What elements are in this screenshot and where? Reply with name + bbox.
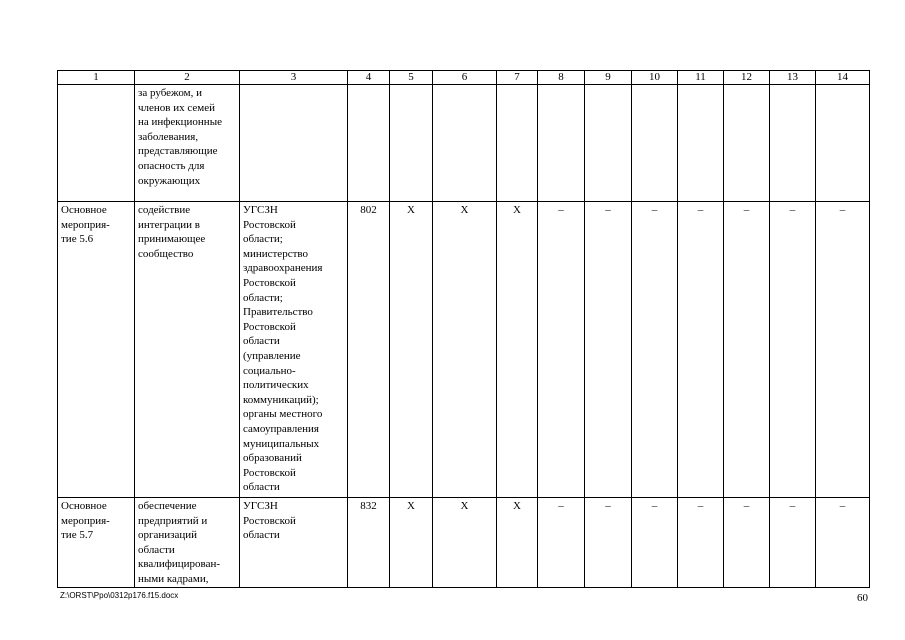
event-name-cell: [58, 85, 135, 202]
table-cell: –: [632, 202, 678, 498]
table-cell: –: [585, 498, 632, 588]
header-cell: 8: [538, 71, 585, 85]
header-cell: 7: [497, 71, 538, 85]
event-name-cell: Основное мероприя- тие 5.7: [58, 498, 135, 588]
event-name-cell: Основное мероприя- тие 5.6: [58, 202, 135, 498]
table-cell: –: [538, 202, 585, 498]
table-cell: [585, 85, 632, 202]
executor-cell: [240, 85, 348, 202]
table-cell: –: [724, 498, 770, 588]
description-cell: обеспечение предприятий и организаций области квалифицирован- ными кадрами,: [135, 498, 240, 588]
header-cell: 3: [240, 71, 348, 85]
table-cell: 802: [348, 202, 390, 498]
executor-cell: УГСЗН Ростовской области: [240, 498, 348, 588]
table-cell: –: [585, 202, 632, 498]
table-cell: [390, 85, 433, 202]
header-cell: 12: [724, 71, 770, 85]
header-cell: 2: [135, 71, 240, 85]
header-cell: 13: [770, 71, 816, 85]
header-row: [58, 71, 870, 85]
table-cell: [538, 85, 585, 202]
table-cell: –: [632, 498, 678, 588]
header-cell: 9: [585, 71, 632, 85]
table-cell: Х: [433, 202, 497, 498]
table-cell: [816, 85, 870, 202]
executor-cell: УГСЗН Ростовской области; министерство здравоохранения Ростовской области; Правительство Ростовской области (управление социально- политических коммуникаций); органы местного самоуправления муниципальных образований Ростовской области: [240, 202, 348, 498]
table-cell: [678, 85, 724, 202]
table-cell: 832: [348, 498, 390, 588]
table-row: [58, 202, 870, 498]
table-row: [58, 85, 870, 202]
table-cell: –: [678, 202, 724, 498]
table-cell: [632, 85, 678, 202]
table-row: [58, 498, 870, 588]
table-cell: –: [724, 202, 770, 498]
table-cell: –: [770, 202, 816, 498]
table-cell: [348, 85, 390, 202]
description-cell: за рубежом, и членов их семей на инфекционные заболевания, представляющие опасность для окружающих: [135, 85, 240, 202]
table-cell: –: [816, 202, 870, 498]
table-cell: –: [678, 498, 724, 588]
header-cell: 11: [678, 71, 724, 85]
table-cell: Х: [390, 202, 433, 498]
table-cell: –: [770, 498, 816, 588]
page-number: 60: [857, 592, 868, 604]
table-cell: Х: [390, 498, 433, 588]
table-cell: Х: [433, 498, 497, 588]
table-cell: Х: [497, 498, 538, 588]
table-cell: [497, 85, 538, 202]
header-cell: 6: [433, 71, 497, 85]
table-cell: Х: [497, 202, 538, 498]
header-cell: 5: [390, 71, 433, 85]
table-cell: –: [816, 498, 870, 588]
description-cell: содействие интеграции в принимающее сообщество: [135, 202, 240, 498]
program-table: [57, 70, 870, 588]
table-cell: –: [538, 498, 585, 588]
file-path-footer: Z:\ORST\Ppo\0312p176.f15.docx: [60, 591, 179, 600]
header-cell: 14: [816, 71, 870, 85]
header-cell: 10: [632, 71, 678, 85]
table-cell: [433, 85, 497, 202]
header-cell: 1: [58, 71, 135, 85]
header-cell: 4: [348, 71, 390, 85]
table-cell: [724, 85, 770, 202]
table-cell: [770, 85, 816, 202]
